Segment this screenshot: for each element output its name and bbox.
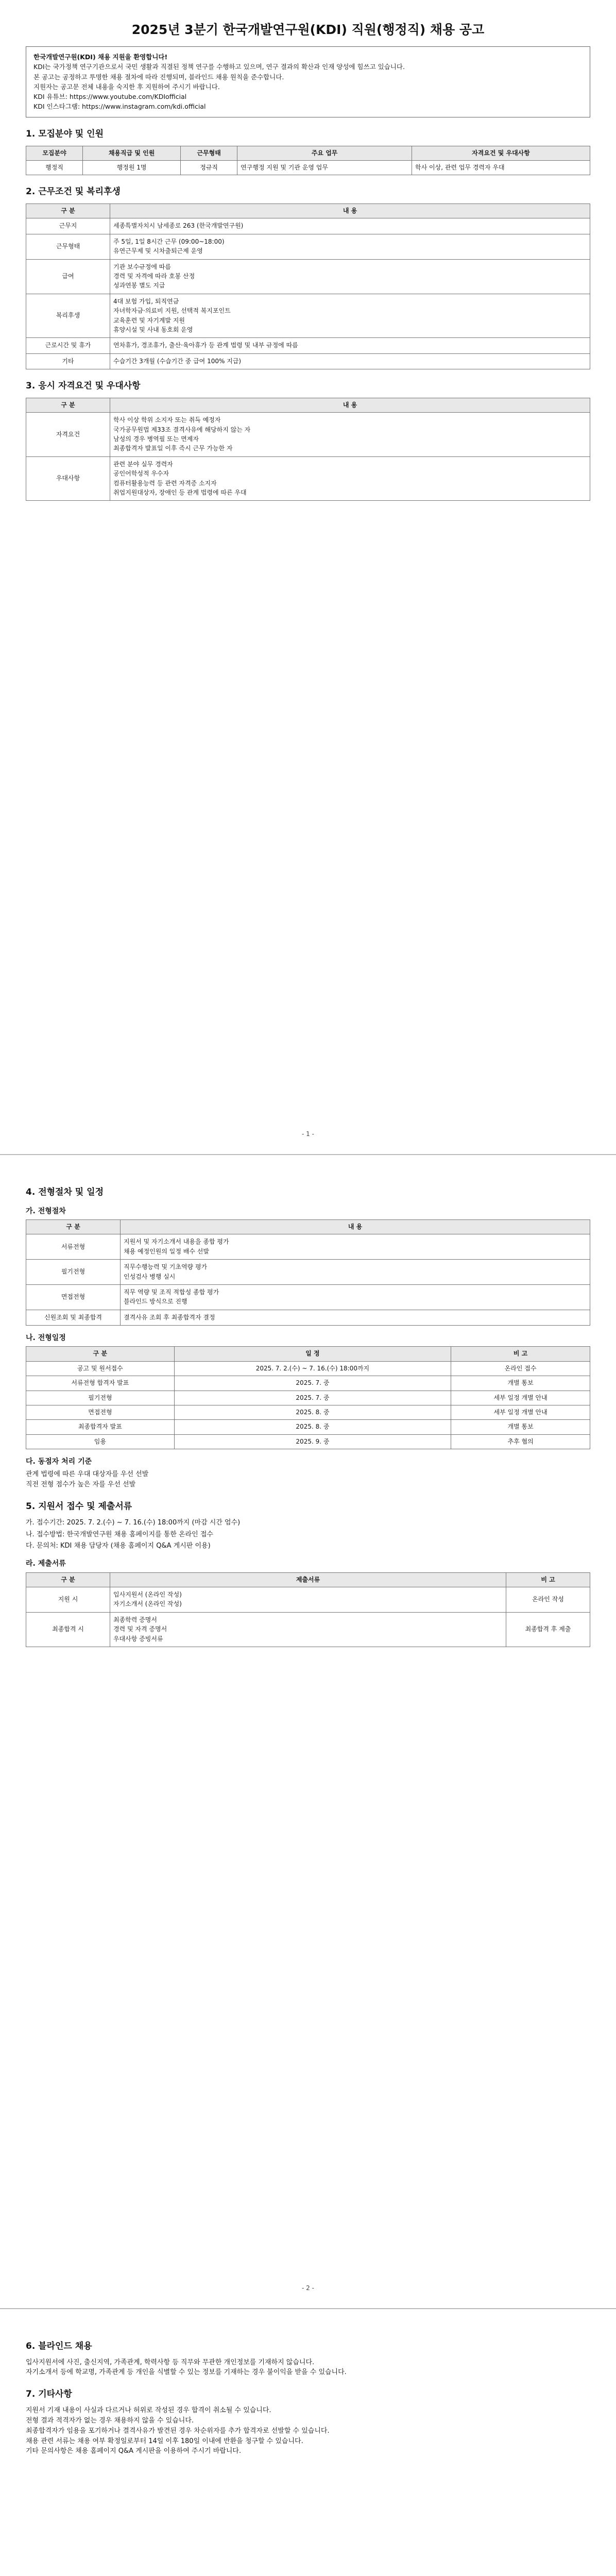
table-row — [26, 1376, 590, 1391]
intro-line: KDI 유튜브: https://www.youtube.com/KDIofficial — [33, 92, 187, 100]
row-label: 지원 시 — [26, 1587, 110, 1612]
table-header: 일 정 — [174, 1347, 451, 1361]
tie-rules — [26, 1470, 590, 1490]
list-item: 입사지원서에 사진, 출신지역, 가족관계, 학력사항 등 직무와 무관한 개인정보를 기재하지 않습니다. — [26, 2358, 315, 2366]
content-line: 채용 예정인원의 일정 배수 선발 — [124, 1247, 209, 1255]
table-header: 비 고 — [506, 1572, 590, 1587]
content-line: 경력 및 자격에 따라 호봉 산정 — [113, 273, 195, 280]
row-content — [110, 259, 590, 294]
intro-line: KDI는 국가정책 연구기관으로서 국민 생활과 직결된 정책 연구를 수행하고 있으며, 연구 결과의 확산과 인재 양성에 힘쓰고 있습니다. — [33, 63, 405, 71]
table-header: 내 용 — [110, 204, 590, 218]
row-content — [121, 1260, 590, 1285]
row-content — [110, 1612, 506, 1647]
content-line: 직무 역량 및 조직 적합성 종합 평가 — [124, 1288, 219, 1296]
table-cell: 세부 일정 개별 안내 — [451, 1405, 590, 1419]
subsection-heading: 나. 전형일정 — [26, 1334, 66, 1343]
row-content — [110, 218, 590, 234]
content-line: 블라인드 방식으로 진행 — [124, 1298, 187, 1306]
row-label: 신원조회 및 최종합격 — [26, 1310, 121, 1325]
table-cell: 2025. 7. 중 — [174, 1391, 451, 1405]
table-cell: 2025. 7. 2.(수) ~ 7. 16.(수) 18:00까지 — [174, 1361, 451, 1376]
row-label: 급여 — [26, 259, 110, 294]
list-item: 자기소개서 등에 학교명, 가족관계 등 개인을 식별할 수 있는 정보를 기재하는 경우 불이익을 받을 수 있습니다. — [26, 2368, 347, 2377]
table-row — [26, 1234, 590, 1260]
table-row — [26, 161, 590, 175]
subsection-heading: 라. 제출서류 — [26, 1560, 66, 1568]
content-line: 우대사항 증빙서류 — [113, 1635, 163, 1642]
row-content — [110, 413, 590, 457]
table-row — [26, 1420, 590, 1434]
row-label: 면접전형 — [26, 1284, 121, 1310]
content-line: 주 5일, 1일 8시간 근무 (09:00~18:00) — [113, 238, 225, 245]
content-line: 최종합격자 발표일 이후 즉시 근무 가능한 자 — [113, 445, 233, 452]
table-cell: 행정직 — [26, 161, 83, 175]
table-row — [26, 259, 590, 294]
table-header: 구 분 — [26, 1347, 175, 1361]
qualifications-table — [26, 398, 590, 501]
table-row — [26, 294, 590, 338]
table-cell: 정규직 — [181, 161, 237, 175]
table-cell: 2025. 7. 중 — [174, 1376, 451, 1391]
row-label: 자격요건 — [26, 413, 110, 457]
table-cell: 온라인 접수 — [451, 1361, 590, 1376]
table-row — [26, 1612, 590, 1647]
table-header: 자격요건 및 우대사항 — [412, 146, 590, 160]
content-line: 4대 보험 가입, 퇴직연금 — [113, 297, 179, 305]
row-content — [110, 338, 590, 353]
row-content — [110, 456, 590, 501]
row-label: 최종합격 시 — [26, 1612, 110, 1647]
content-line: 성과연봉 별도 지급 — [113, 282, 165, 290]
table-row — [26, 338, 590, 353]
table-cell: 학사 이상, 관련 업무 경력자 우대 — [412, 161, 590, 175]
table-row — [26, 353, 590, 369]
row-content — [110, 294, 590, 338]
table-row — [26, 1260, 590, 1285]
contact-info: 다. 문의처: KDI 채용 담당자 (채용 홈페이지 Q&A 게시판 이용) — [26, 1542, 211, 1550]
documents-table — [26, 1572, 590, 1647]
table-cell: 연구행정 지원 및 기관 운영 업무 — [237, 161, 412, 175]
table-header: 구 분 — [26, 398, 110, 412]
content-line: 교육훈련 및 자기계발 지원 — [113, 316, 185, 324]
subsection-heading: 다. 동점자 처리 기준 — [26, 1458, 92, 1466]
row-content — [121, 1234, 590, 1260]
content-line: 남성의 경우 병역필 또는 면제자 — [113, 435, 199, 443]
table-row — [26, 413, 590, 457]
row-label: 기타 — [26, 353, 110, 369]
document-page-3 — [0, 2308, 616, 2576]
document-page-1 — [0, 0, 616, 1154]
content-line: 자녀학자금·의료비 지원, 선택적 복지포인트 — [113, 307, 231, 315]
subsection-heading: 가. 전형절차 — [26, 1207, 66, 1215]
recruitment-table — [26, 146, 590, 176]
table-cell: 2025. 8. 중 — [174, 1405, 451, 1419]
table-cell: 최종합격 후 제출 — [506, 1612, 590, 1647]
table-row — [26, 1310, 590, 1325]
table-row — [26, 1284, 590, 1310]
row-label: 우대사항 — [26, 456, 110, 501]
list-item: 전형 결과 적격자가 없는 경우 채용하지 않을 수 있습니다. — [26, 2416, 194, 2425]
table-cell: 행정원 1명 — [83, 161, 181, 175]
table-cell: 최종합격자 발표 — [26, 1420, 175, 1434]
content-line: 세종특별자치시 남세종로 263 (한국개발연구원) — [113, 222, 244, 230]
row-content — [121, 1310, 590, 1325]
row-label: 근로시간 및 휴가 — [26, 338, 110, 353]
content-line: 관련 분야 실무 경력자 — [113, 460, 173, 468]
page-number: - 2 - — [302, 2284, 314, 2292]
content-line: 결격사유 조회 후 최종합격자 결정 — [124, 1313, 215, 1321]
section-3-heading: 3. 응시 자격요건 및 우대사항 — [26, 381, 141, 392]
table-cell: 개별 통보 — [451, 1376, 590, 1391]
tie-rule: 직전 전형 점수가 높은 자를 우선 선발 — [26, 1481, 136, 1489]
table-cell: 임용 — [26, 1434, 175, 1449]
intro-box — [26, 46, 590, 117]
table-cell: 2025. 8. 중 — [174, 1420, 451, 1434]
content-line: 자기소개서 (온라인 작성) — [113, 1600, 182, 1608]
row-label: 근무지 — [26, 218, 110, 234]
table-cell: 공고 및 원서접수 — [26, 1361, 175, 1376]
content-line: 지원서 및 자기소개서 내용을 종합 평가 — [124, 1238, 229, 1246]
table-header: 근무형태 — [181, 146, 237, 160]
schedule-table — [26, 1346, 590, 1449]
intro-line: KDI 인스타그램: https://www.instagram.com/kdi.official — [33, 102, 206, 110]
list-item: 최종합격자가 임용을 포기하거나 결격사유가 발견된 경우 차순위자를 추가 합격자로 선발할 수 있습니다. — [26, 2427, 330, 2435]
section-1-heading: 1. 모집분야 및 인원 — [26, 129, 104, 139]
list-item: 지원서 기재 내용이 사실과 다르거나 허위로 작성된 경우 합격이 취소될 수 있습니다. — [26, 2406, 271, 2414]
table-cell: 면접전형 — [26, 1405, 175, 1419]
application-method: 나. 접수방법: 한국개발연구원 채용 홈페이지를 통한 온라인 접수 — [26, 1530, 213, 1538]
table-row — [26, 218, 590, 234]
table-cell: 온라인 작성 — [506, 1587, 590, 1612]
intro-line: 지원자는 공고문 전체 내용을 숙지한 후 지원하여 주시기 바랍니다. — [33, 82, 220, 91]
row-content — [110, 1587, 506, 1612]
row-label: 근무형태 — [26, 234, 110, 259]
process-table — [26, 1219, 590, 1326]
table-header: 채용직급 및 인원 — [83, 146, 181, 160]
intro-line: 한국개발연구원(KDI) 채용 지원을 환영합니다! — [33, 53, 168, 61]
blind-hiring-items — [26, 2358, 590, 2378]
table-cell: 개별 통보 — [451, 1420, 590, 1434]
table-cell: 세부 일정 개별 안내 — [451, 1391, 590, 1405]
content-line: 컴퓨터활용능력 등 관련 자격증 소지자 — [113, 479, 217, 487]
misc-items — [26, 2406, 590, 2456]
conditions-table — [26, 204, 590, 369]
list-item: 채용 관련 서류는 채용 여부 확정일로부터 14일 이후 180일 이내에 반환을 청구할 수 있습니다. — [26, 2437, 303, 2445]
section-6-heading: 6. 블라인드 채용 — [26, 2341, 92, 2351]
application-period: 가. 접수기간: 2025. 7. 2.(수) ~ 7. 16.(수) 18:00까지 (마감 시간 엄수) — [26, 1518, 241, 1527]
table-row — [26, 234, 590, 259]
content-line: 입사지원서 (온라인 작성) — [113, 1590, 182, 1598]
content-line: 휴양시설 및 사내 동호회 운영 — [113, 326, 193, 333]
table-row — [26, 1405, 590, 1419]
content-line: 국가공무원법 제33조 결격사유에 해당하지 않는 자 — [113, 426, 251, 433]
content-line: 연차휴가, 경조휴가, 출산·육아휴가 등 관계 법령 및 내부 규정에 따름 — [113, 342, 298, 349]
document-page-2 — [0, 1154, 616, 2308]
row-content — [121, 1284, 590, 1310]
row-content — [110, 234, 590, 259]
table-header: 모집분야 — [26, 146, 83, 160]
content-line: 유연근무제 및 시차출퇴근제 운영 — [113, 247, 203, 255]
table-cell: 서류전형 합격자 발표 — [26, 1376, 175, 1391]
document-title: 2025년 3분기 한국개발연구원(KDI) 직원(행정직) 채용 공고 — [131, 22, 485, 37]
page-number: - 1 - — [302, 1130, 314, 1138]
table-row — [26, 1361, 590, 1376]
content-line: 인성검사 병행 실시 — [124, 1273, 176, 1280]
table-row — [26, 456, 590, 501]
section-5-heading: 5. 지원서 접수 및 제출서류 — [26, 1501, 132, 1512]
section-4-heading: 4. 전형절차 및 일정 — [26, 1187, 104, 1197]
section-7-heading: 7. 기타사항 — [26, 2389, 72, 2400]
content-line: 직무수행능력 및 기초역량 평가 — [124, 1263, 208, 1271]
table-row — [26, 1434, 590, 1449]
row-label: 필기전형 — [26, 1260, 121, 1285]
content-line: 수습기간 3개월 (수습기간 중 급여 100% 지급) — [113, 357, 242, 365]
content-line: 기관 보수규정에 따름 — [113, 263, 171, 270]
table-header: 내 용 — [110, 398, 590, 412]
table-header: 제출서류 — [110, 1572, 506, 1587]
content-line: 학사 이상 학위 소지자 또는 취득 예정자 — [113, 416, 221, 424]
row-label: 복리후생 — [26, 294, 110, 338]
row-label: 서류전형 — [26, 1234, 121, 1260]
table-header: 구 분 — [26, 204, 110, 218]
section-2-heading: 2. 근무조건 및 복리후생 — [26, 187, 121, 197]
table-row — [26, 1587, 590, 1612]
content-line: 공인어학성적 우수자 — [113, 470, 169, 478]
table-header: 주요 업무 — [237, 146, 412, 160]
tie-rule: 관계 법령에 따른 우대 대상자를 우선 선발 — [26, 1470, 149, 1479]
content-line: 최종학력 증명서 — [113, 1616, 157, 1623]
table-header: 구 분 — [26, 1219, 121, 1234]
table-cell: 2025. 9. 중 — [174, 1434, 451, 1449]
table-header: 비 고 — [451, 1347, 590, 1361]
content-line: 경력 및 자격 증명서 — [113, 1625, 167, 1633]
row-content — [110, 353, 590, 369]
list-item: 기타 문의사항은 채용 홈페이지 Q&A 게시판을 이용하여 주시기 바랍니다. — [26, 2447, 242, 2455]
content-line: 취업지원대상자, 장애인 등 관계 법령에 따른 우대 — [113, 488, 247, 496]
table-row — [26, 1391, 590, 1405]
intro-line: 본 공고는 공정하고 투명한 채용 절차에 따라 진행되며, 블라인드 채용 원칙을 준수합니다. — [33, 73, 284, 81]
table-header: 구 분 — [26, 1572, 110, 1587]
table-cell: 추후 협의 — [451, 1434, 590, 1449]
table-header: 내 용 — [121, 1219, 590, 1234]
table-cell: 필기전형 — [26, 1391, 175, 1405]
